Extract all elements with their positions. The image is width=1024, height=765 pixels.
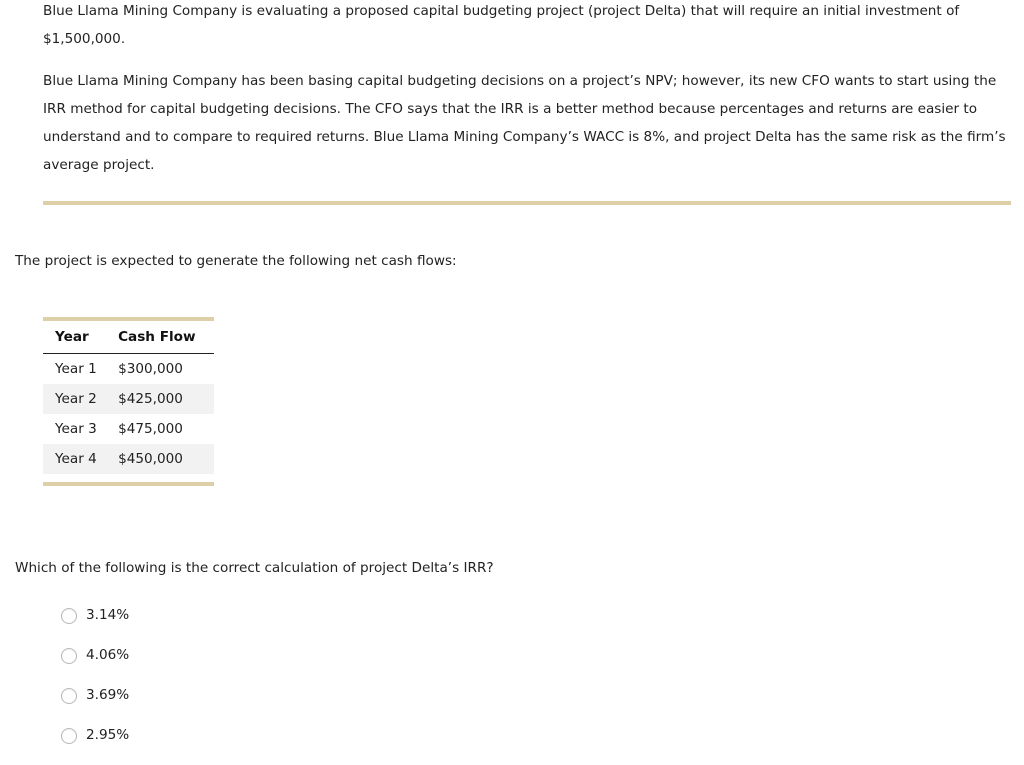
radio-button[interactable] (61, 648, 77, 664)
answer-option[interactable] (61, 685, 129, 725)
cash-flow-cell: $300,000 (118, 361, 183, 377)
year-cell: Year 3 (55, 421, 97, 437)
context-paragraph: Blue Llama Mining Company has been basing capital budgeting decisions on a project’s NPV; however, its new CFO wants to start using the IRR method for capital budgeting decisions. The CFO says that the IRR is a better method because percentages and returns are easier to understand and to compare to required returns. Blue Llama Mining Company’s WACC is 8%, and project Delta has the same risk as the firm’s average project. (43, 73, 1006, 173)
table-row (43, 414, 214, 444)
table-bottom-rule (43, 482, 214, 486)
table-header-row (43, 321, 214, 354)
section-divider (43, 201, 1011, 205)
cash-flow-cell: $475,000 (118, 421, 183, 437)
radio-button[interactable] (61, 608, 77, 624)
option-label[interactable]: 3.69% (86, 687, 130, 703)
answer-option[interactable] (61, 725, 129, 765)
cash-flow-cell: $450,000 (108, 444, 214, 474)
table-row (43, 444, 214, 474)
option-label[interactable]: 4.06% (86, 647, 130, 663)
year-cell: Year 1 (55, 361, 97, 377)
option-label[interactable]: 2.95% (86, 727, 130, 743)
question-prompt: Which of the following is the correct calculation of project Delta’s IRR? (15, 560, 494, 576)
radio-button[interactable] (61, 728, 77, 744)
answer-options (61, 605, 129, 765)
cash-flows-prompt: The project is expected to generate the following net cash flows: (15, 253, 457, 269)
table-row (43, 384, 214, 414)
radio-button[interactable] (61, 688, 77, 704)
intro-paragraph: Blue Llama Mining Company is evaluating a proposed capital budgeting project (project Delta) that will require an initial investment of $1,500,000. (43, 3, 960, 47)
header-year: Year (43, 321, 108, 354)
answer-option[interactable] (61, 645, 129, 685)
cash-flow-cell: $425,000 (108, 384, 214, 414)
year-cell: Year 2 (43, 384, 108, 414)
year-cell: Year 4 (43, 444, 108, 474)
answer-option[interactable] (61, 605, 129, 645)
option-label[interactable]: 3.14% (86, 607, 130, 623)
header-cash-flow: Cash Flow (108, 321, 214, 354)
table-row (43, 354, 214, 385)
cash-flow-table (43, 317, 214, 486)
